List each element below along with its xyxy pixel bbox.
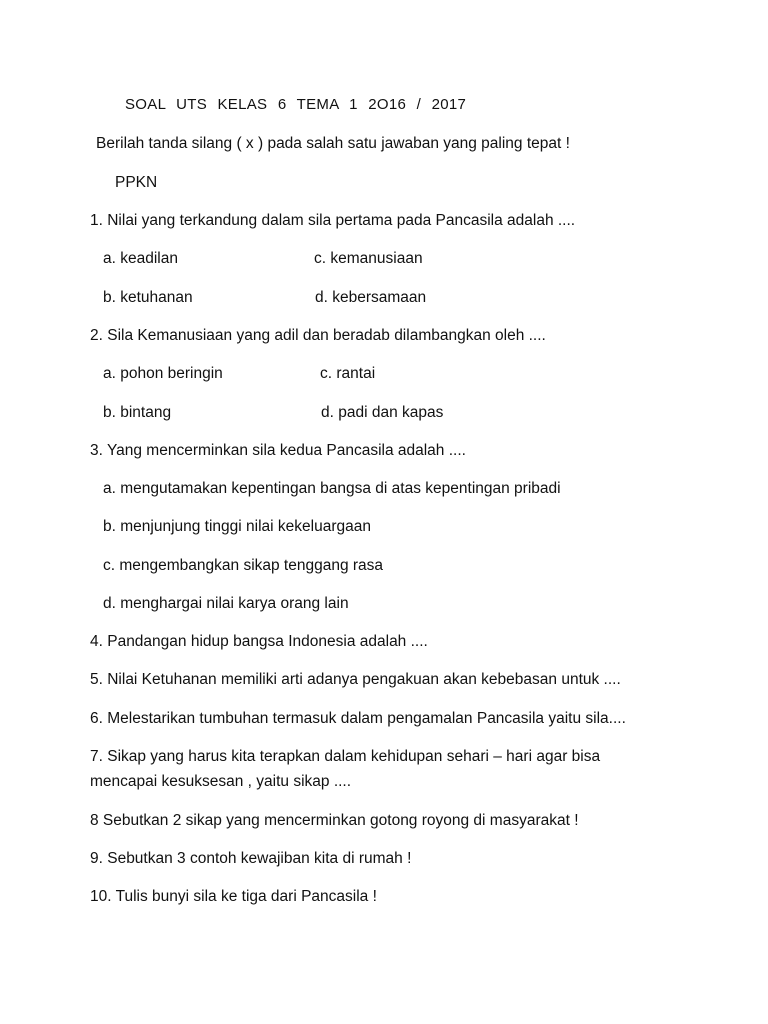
question-8: 8 Sebutkan 2 sikap yang mencerminkan gotong royong di masyarakat ! bbox=[90, 812, 579, 829]
question-3-option-a: a. mengutamakan kepentingan bangsa di atas kepentingan pribadi bbox=[103, 480, 561, 497]
question-2: 2. Sila Kemanusiaan yang adil dan beradab dilambangkan oleh .... bbox=[90, 327, 546, 344]
question-2-option-b: b. bintang bbox=[103, 404, 172, 421]
subject-label: PPKN bbox=[115, 174, 158, 191]
question-3-option-d: d. menghargai nilai karya orang lain bbox=[103, 595, 349, 612]
question-3: 3. Yang mencerminkan sila kedua Pancasila adalah .... bbox=[90, 442, 466, 459]
question-10: 10. Tulis bunyi sila ke tiga dari Pancasila ! bbox=[90, 888, 377, 905]
question-9: 9. Sebutkan 3 contoh kewajiban kita di rumah ! bbox=[90, 850, 412, 867]
exam-title: SOAL UTS KELAS 6 TEMA 1 2O16 / 2017 bbox=[125, 96, 467, 113]
question-2-option-c: c. rantai bbox=[320, 365, 376, 382]
question-2-option-a: a. pohon beringin bbox=[103, 365, 223, 382]
instruction-text: Berilah tanda silang ( x ) pada salah satu jawaban yang paling tepat ! bbox=[96, 135, 570, 152]
question-1-option-d: d. kebersamaan bbox=[315, 289, 427, 306]
question-1-option-a: a. keadilan bbox=[103, 250, 178, 267]
question-3-option-b: b. menjunjung tinggi nilai kekeluargaan bbox=[103, 518, 371, 535]
question-1-option-c: c. kemanusiaan bbox=[314, 250, 423, 267]
question-1-option-b: b. ketuhanan bbox=[103, 289, 193, 306]
question-5: 5. Nilai Ketuhanan memiliki arti adanya pengakuan akan kebebasan untuk .... bbox=[90, 671, 621, 688]
question-4: 4. Pandangan hidup bangsa Indonesia adalah .... bbox=[90, 633, 428, 650]
question-7-continued: mencapai kesuksesan , yaitu sikap .... bbox=[90, 773, 352, 790]
question-2-option-d: d. padi dan kapas bbox=[321, 404, 444, 421]
question-1: 1. Nilai yang terkandung dalam sila pertama pada Pancasila adalah .... bbox=[90, 212, 576, 229]
question-3-option-c: c. mengembangkan sikap tenggang rasa bbox=[103, 557, 384, 574]
question-6: 6. Melestarikan tumbuhan termasuk dalam pengamalan Pancasila yaitu sila.... bbox=[90, 710, 626, 727]
question-7: 7. Sikap yang harus kita terapkan dalam kehidupan sehari – hari agar bisa bbox=[90, 748, 601, 765]
